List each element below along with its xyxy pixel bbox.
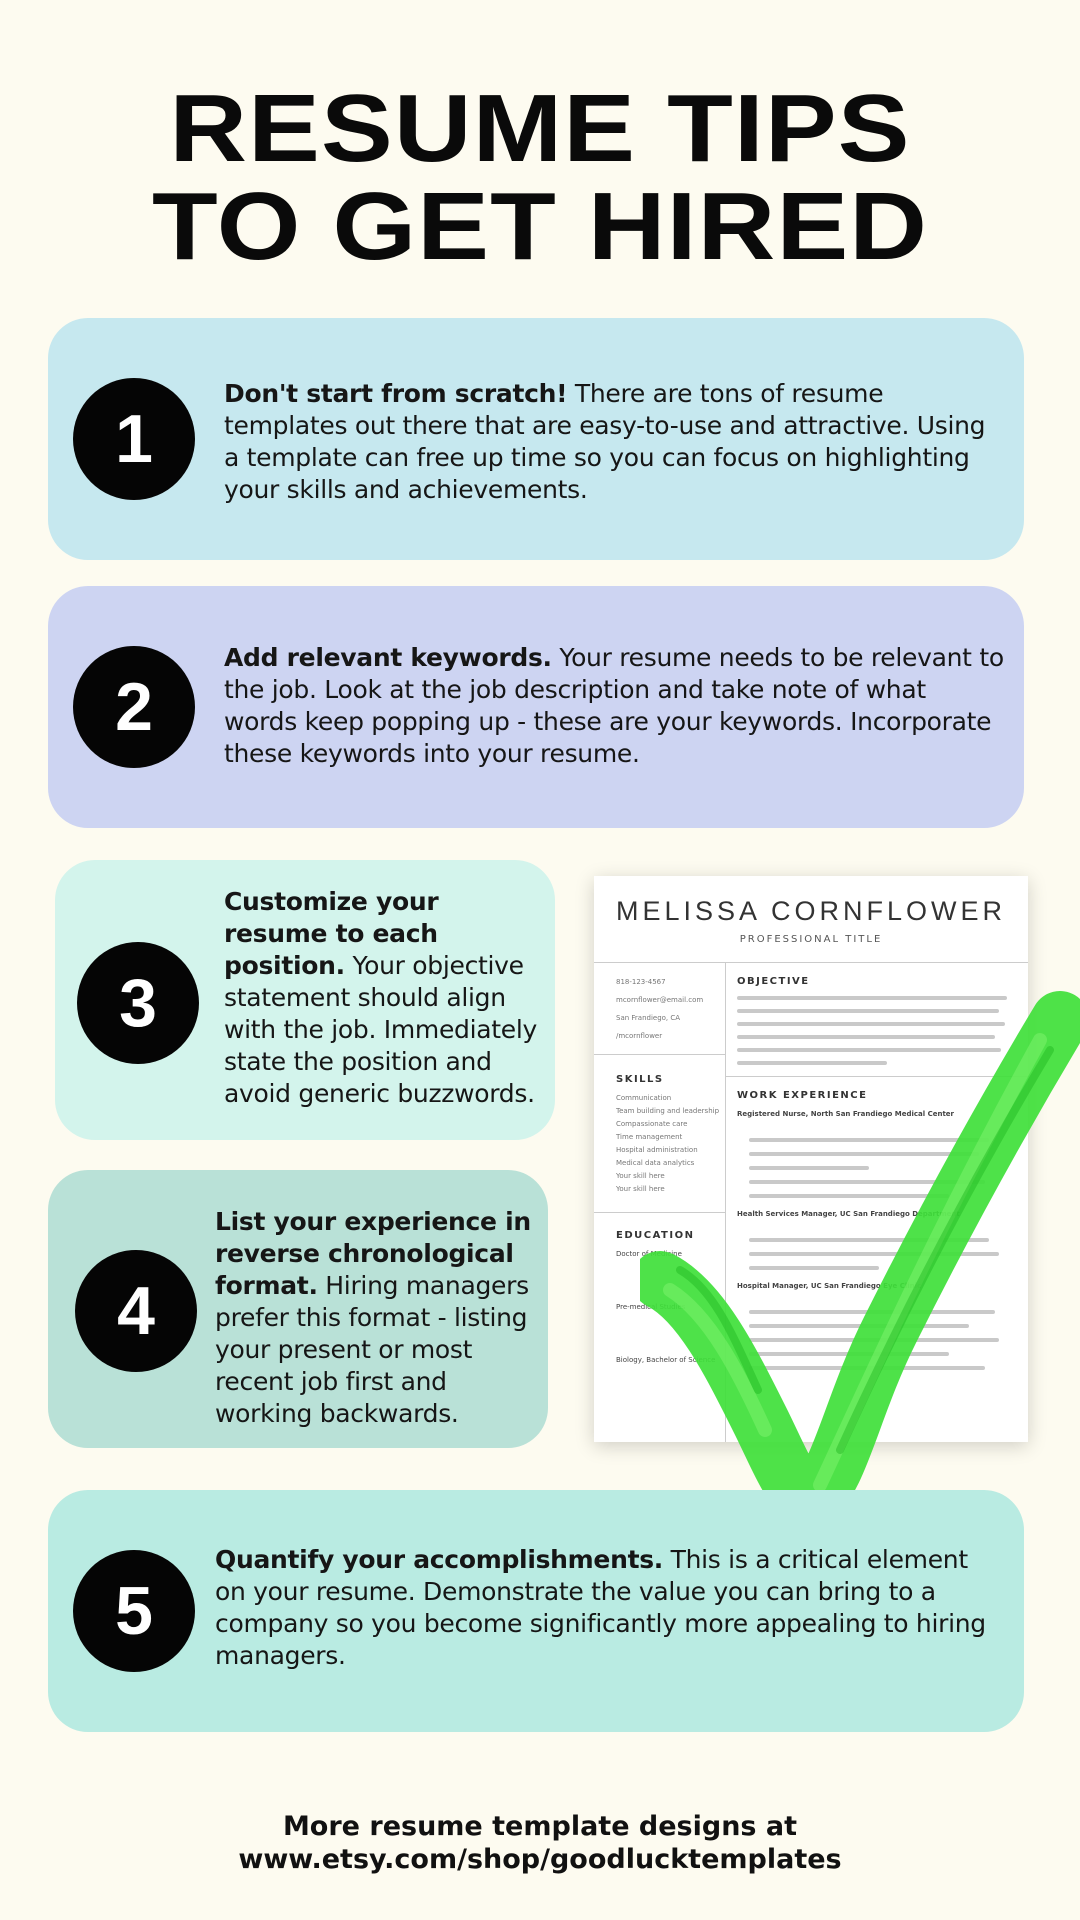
resume-skill: Time management <box>616 1133 683 1141</box>
tip-body-5: This is a critical element on your resume. Demonstrate the value you can bring to a company so you become significantly more appealing to hiring managers. <box>215 1545 986 1670</box>
tip-card-3 <box>55 860 555 1140</box>
tip-text-3 <box>224 886 542 1110</box>
resume-name: MELISSA CORNFLOWER <box>615 896 1007 926</box>
resume-skill: Compassionate care <box>616 1120 688 1128</box>
resume-skill: Team building and leadership <box>616 1107 720 1115</box>
resume-skill: Your skill here <box>616 1172 665 1180</box>
tip-card-4 <box>48 1170 548 1448</box>
tip-heading-5: Quantify your accomplishments. <box>215 1545 663 1574</box>
resume-divider <box>594 962 1028 963</box>
resume-education-item: Biology, Bachelor of Science <box>616 1356 716 1364</box>
tip-number-3: 3 <box>77 942 199 1064</box>
tip-text-5 <box>215 1544 1005 1672</box>
resume-skill: Medical data analytics <box>616 1159 695 1167</box>
tip-text-4 <box>215 1206 545 1430</box>
resume-education-heading: EDUCATION <box>616 1230 695 1241</box>
footer <box>0 1810 1080 1876</box>
resume-job-3: Hospital Manager, UC San Frandiego Eye Clinic <box>737 1282 922 1290</box>
tip-number-5: 5 <box>73 1550 195 1672</box>
tip-card-5 <box>48 1490 1024 1732</box>
tip-heading-2: Add relevant keywords. <box>224 643 552 672</box>
tip-body-3: Your objective statement should align with the job. Immediately state the position and avoid generic buzzwords. <box>224 951 537 1108</box>
tip-body-4: Hiring managers prefer this format - listing your present or most recent job first and working backwards. <box>215 1271 529 1428</box>
title-line-2: TO GET HIRED <box>151 173 929 280</box>
tip-text-1 <box>224 378 1004 506</box>
resume-subtitle: PROFESSIONAL TITLE <box>739 934 883 945</box>
tip-number-1: 1 <box>73 378 195 500</box>
resume-skill: Communication <box>616 1094 672 1102</box>
tip-card-1 <box>48 318 1024 560</box>
tip-heading-4: List your experience in reverse chronological format. <box>215 1207 531 1300</box>
resume-job-1: Registered Nurse, North San Frandiego Medical Center <box>737 1110 954 1118</box>
resume-contact-linkedin: /mcornflower <box>616 1032 663 1040</box>
resume-skills-heading: SKILLS <box>616 1074 664 1085</box>
checkmark-icon <box>640 980 1080 1520</box>
tip-text-2 <box>224 642 1004 770</box>
page-title <box>0 75 1080 280</box>
shop-link[interactable]: www.etsy.com/shop/goodlucktemplates <box>238 1844 842 1875</box>
tip-heading-3: Customize your resume to each position. <box>224 887 439 980</box>
tip-card-2 <box>48 586 1024 828</box>
resume-contact-email: mcornflower@email.com <box>616 996 704 1004</box>
resume-objective-heading: OBJECTIVE <box>737 976 810 987</box>
tip-number-2: 2 <box>73 646 195 768</box>
resume-work-heading: WORK EXPERIENCE <box>737 1090 868 1101</box>
footer-line-1: More resume template designs at <box>282 1811 798 1842</box>
resume-skill: Hospital administration <box>616 1146 698 1154</box>
tip-body-1: There are tons of resume templates out there that are easy-to-use and attractive. Using a template can free up time so you can focus on highlighting your skills and achievements. <box>224 379 986 504</box>
tip-number-4: 4 <box>75 1250 197 1372</box>
resume-education-item: Doctor of Medicine <box>616 1250 682 1258</box>
resume-skill: Your skill here <box>616 1185 665 1193</box>
title-line-1: RESUME TIPS <box>169 75 911 182</box>
tip-heading-1: Don't start from scratch! <box>224 379 568 408</box>
resume-education-item: Pre-medical Studies <box>616 1303 686 1311</box>
tip-body-2: Your resume needs to be relevant to the job. Look at the job description and take note of what words keep popping up - these are your keywords. Incorporate these keywords into your resume. <box>224 643 1004 768</box>
resume-contact-location: San Frandiego, CA <box>616 1014 681 1022</box>
resume-contact-phone: 818-123-4567 <box>616 978 666 986</box>
resume-job-2: Health Services Manager, UC San Frandiego Department <box>737 1210 960 1218</box>
